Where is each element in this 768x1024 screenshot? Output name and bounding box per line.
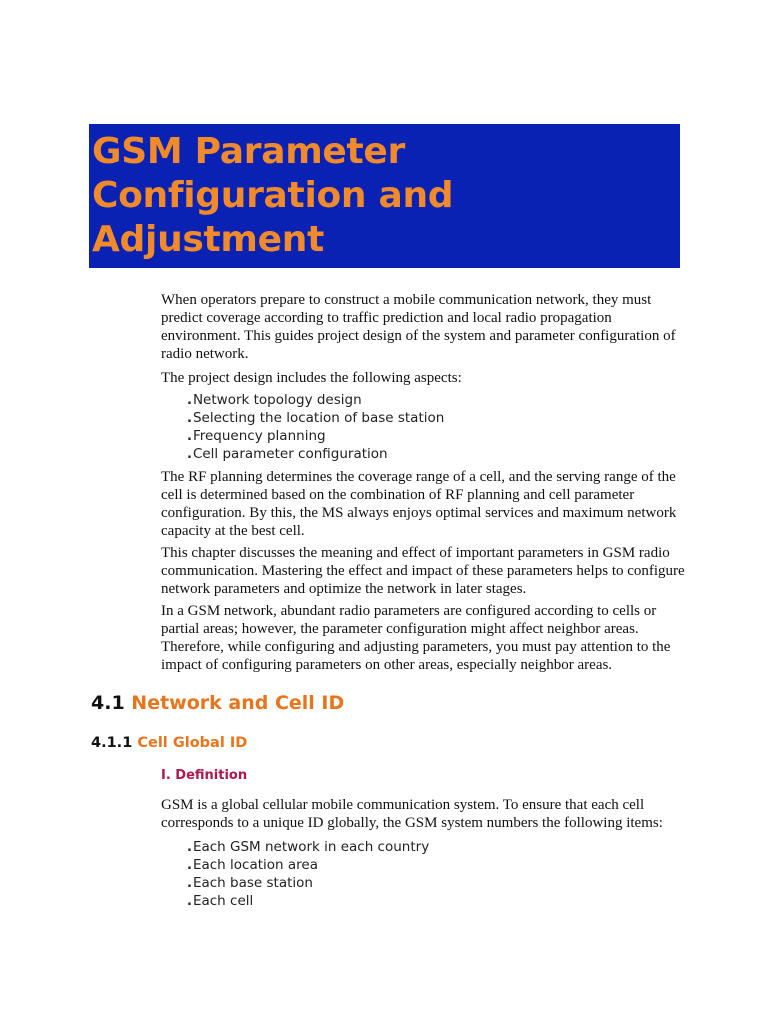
bullet-icon: . xyxy=(187,894,192,909)
list-item-text: Each GSM network in each country xyxy=(192,839,430,855)
definition-paragraph xyxy=(161,796,691,832)
list-item-text: Frequency planning xyxy=(192,428,326,444)
list-item-text: Each cell xyxy=(192,893,254,909)
numbered-items-list xyxy=(187,838,667,910)
project-design-aspects-list xyxy=(187,391,667,463)
list-item xyxy=(187,427,667,445)
bullet-icon: . xyxy=(187,876,192,891)
section-heading xyxy=(91,691,344,715)
paragraph-text: The RF planning determines the coverage range of a cell, and the serving range of the cell is determined based on the combination of RF planning and cell parameter configuration. By this, the MS always enjoys optimal services and maximum network capacity at the best cell. xyxy=(161,469,677,539)
section-title: Network and Cell ID xyxy=(131,692,345,714)
list-item xyxy=(187,391,667,409)
intro-paragraph-1 xyxy=(161,291,691,363)
paragraph-text: In a GSM network, abundant radio parameters are configured according to cells or partial areas; however, the parameter configuration might affect neighbor areas. Therefore, while configuring and adjusting parameters, you must pay attention to the impact of configuring parameters on other areas, especially neighbor areas. xyxy=(161,603,671,673)
list-item-text: Each location area xyxy=(192,857,318,873)
bullet-icon: . xyxy=(187,393,192,408)
list-item-text: Selecting the location of base station xyxy=(192,410,445,426)
list-item xyxy=(187,838,667,856)
list-item-text: Each base station xyxy=(192,875,313,891)
list-item-text: Network topology design xyxy=(192,392,362,408)
chapter-title: GSM Parameter Configuration and Adjustment xyxy=(92,131,454,260)
list-item xyxy=(187,856,667,874)
subsection-number: 4.1.1 xyxy=(91,735,133,751)
bullet-icon: . xyxy=(187,447,192,462)
paragraph-text: The project design includes the following aspects: xyxy=(161,370,462,386)
subsection-title: Cell Global ID xyxy=(137,735,248,751)
list-item xyxy=(187,409,667,427)
list-item-text: Cell parameter configuration xyxy=(192,446,388,462)
bullet-icon: . xyxy=(187,858,192,873)
intro-paragraph-5 xyxy=(161,602,691,674)
intro-paragraph-3 xyxy=(161,468,691,540)
bullet-icon: . xyxy=(187,429,192,444)
paragraph-text: This chapter discusses the meaning and effect of important parameters in GSM radio communication. Mastering the effect and impact of these parameters helps to configure network parameters and optimize the network in later stages. xyxy=(161,545,685,597)
bullet-icon: . xyxy=(187,840,192,855)
paragraph-text: When operators prepare to construct a mobile communication network, they must predict coverage according to traffic prediction and local radio propagation environment. This guides project design of the system and parameter configuration of radio network. xyxy=(161,292,676,362)
intro-paragraph-2 xyxy=(161,369,691,387)
list-item xyxy=(187,892,667,910)
definition-heading: I. Definition xyxy=(161,768,248,783)
list-item xyxy=(187,874,667,892)
list-item xyxy=(187,445,667,463)
paragraph-text: GSM is a global cellular mobile communication system. To ensure that each cell corresponds to a unique ID globally, the GSM system numbers the following items: xyxy=(161,797,663,831)
subsection-heading xyxy=(91,733,247,753)
bullet-icon: . xyxy=(187,411,192,426)
intro-paragraph-4 xyxy=(161,544,691,598)
section-number: 4.1 xyxy=(91,692,125,714)
